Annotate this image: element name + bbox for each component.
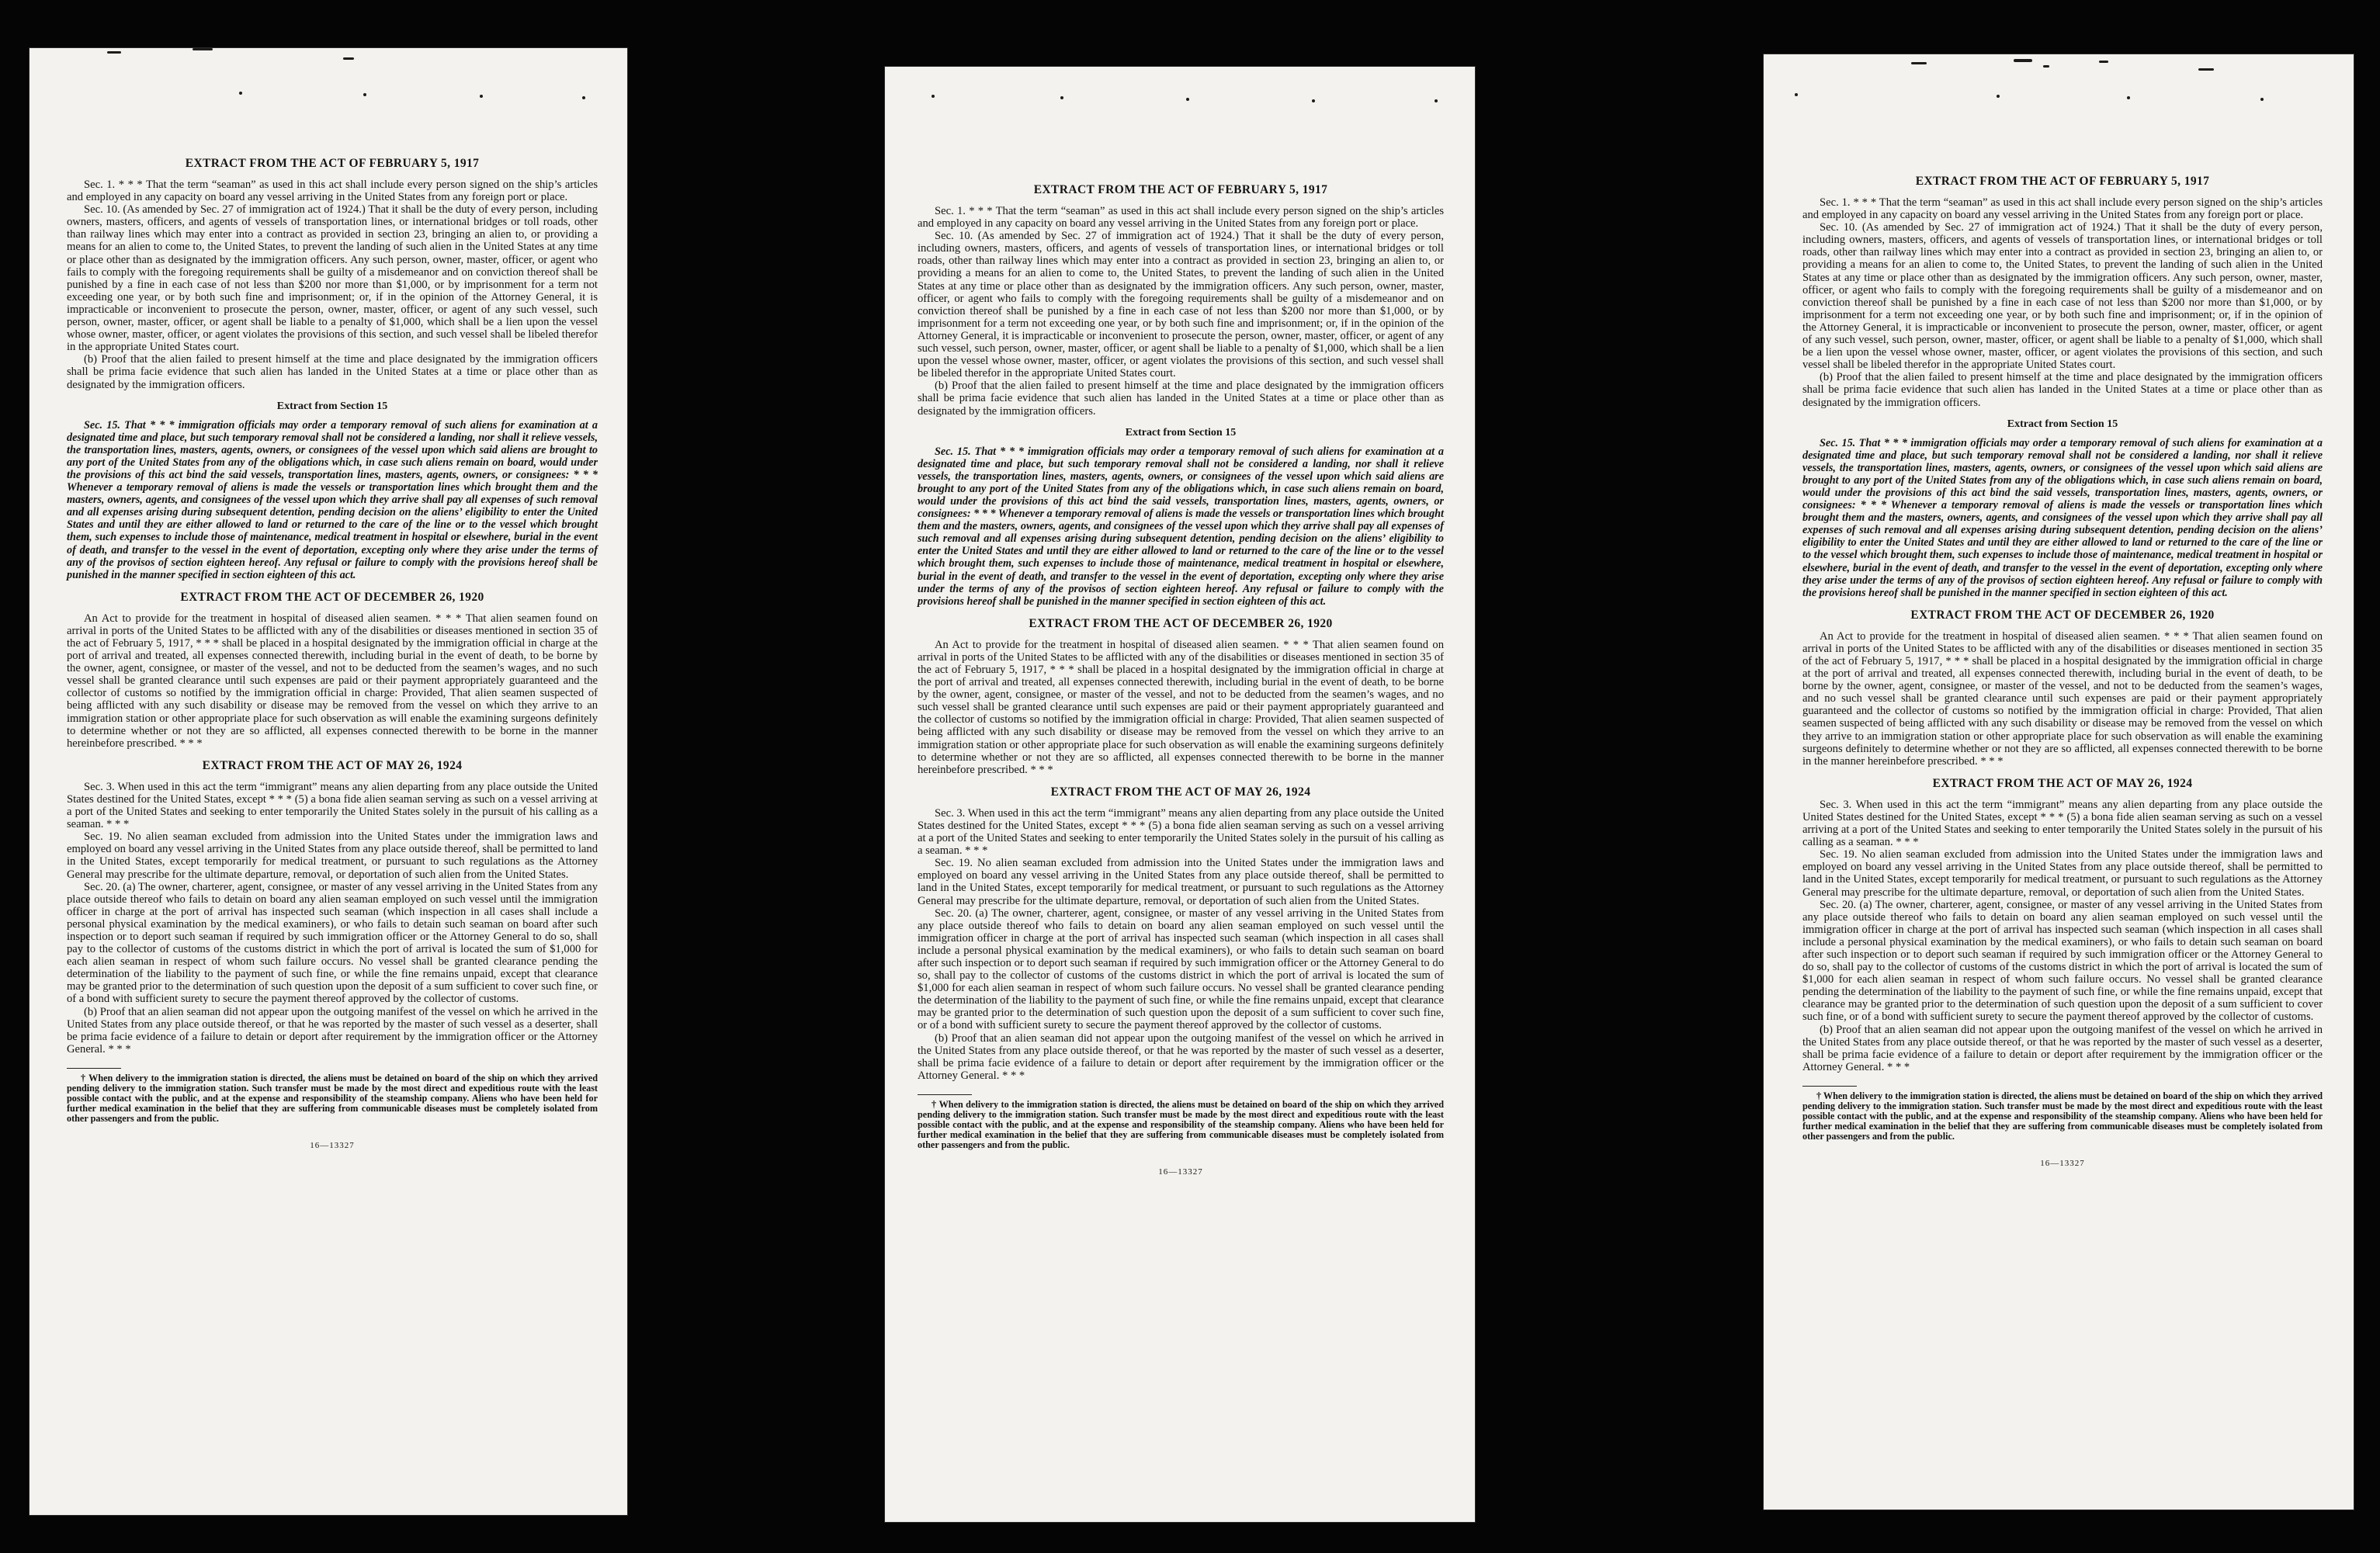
section-10-text: Sec. 10. (As amended by Sec. 27 of immigration act of 1924.) That it shall be the duty of every person, including owners, masters, officers, and agents of vessels of transportation lines, or international bridges or toll roads, other than railway lines which may enter into a contract as provided in section 23, bringing an alien to, or providing a means for an alien to come to, the United States, to prevent the landing of such alien in the United States at any time or place other than as designated by the immigration officers. Any such person, owner, master, officer, or agent who fails to comply with the foregoing requirements shall be guilty of a misdemeanor and on conviction thereof shall be punished by a fine in each case of not less than $200 nor more than $1,000, or by imprisonment for a term not exceeding one year, or by both such fine and imprisonment; or, if in the opinion of the Attorney General, it is impracticable or inconvenient to prosecute the person, owner, master, officer, or agent of any such vessel, such person, owner, master, officer, or agent shall be liable to a penalty of $1,000, which shall be a lien upon the vessel whose owner, master, officer, or agent violates the provisions of this section, and such vessel shall be libeled therefor in the appropriate United States court. — [67, 203, 598, 354]
document-page-right — [1764, 54, 2354, 1510]
section-20b-text: (b) Proof that an alien seaman did not appear upon the outgoing manifest of the vessel on which he arrived in the United States from any place outside thereof, or that he was reported by the master of such vessel as a deserter, shall be prima facie evidence of a failure to detain or deport after requirement by the immigration officer or the Attorney General. * * * — [1802, 1023, 2323, 1073]
form-number: 16—13327 — [2040, 1158, 2085, 1168]
dec-1920-text: An Act to provide for the treatment in hospital of diseased alien seamen. * * * That alien seamen found on arrival in ports of the United States to be afflicted with any of the disabilities or diseases mentioned in section 35 of the act of February 5, 1917, * * * shall be placed in a hospital designated by the immigration official in charge at the port of arrival and treated, all expenses connected therewith, including burial in the event of death, to be borne by the owner, agent, consignee, or master of the vessel, and not to be deducted from the seamen’s wages, and no such vessel shall be granted clearance until such expenses are paid or their payment appropriately guaranteed and the collector of customs so notified by the immigration official in charge: Provided, That alien seamen suspected of being afflicted with any such disability or disease may be removed from the vessel on which they arrive to an immigration station or other appropriate place for such observation as will enable the examining surgeons definitely to determine whether or not they are so afflicted, all expenses connected therewith to be borne in the manner hereinbefore prescribed. * * * — [1802, 629, 2323, 768]
section-15-text: Sec. 15. That * * * immigration officials may order a temporary removal of such aliens for examination at a designated time and place, but such temporary removal shall not be considered a landing, nor shall it relieve vessels, the transportation lines, masters, agents, owners, or consignees of the vessel upon which said aliens are brought to any port of the United States from any of the obligations which, in case such aliens remain on board, would under the provisions of this act bind the said vessels, transportation lines, masters, agents, owners, or consignees: * * * Whenever a temporary removal of aliens is made the vessels or transportation lines which brought them and the masters, owners, agents, and consignees of the vessel upon which they arrive shall pay all expenses of such removal and all expenses arising during subsequent detention, pending decision on the aliens’ eligibility to enter the United States and until they are either allowed to land or returned to the care of the line or to the vessel which brought them, such expenses to include those of maintenance, medical treatment in hospital or elsewhere, burial in the event of death, and transfer to the vessel in the event of deportation, excepting only where they arise under the terms of any of the provisos of section eighteen hereof. Any refusal or failure to comply with the provisions hereof shall be punished in the manner specified in section eighteen of this act. — [1802, 436, 2323, 599]
section-3-text: Sec. 3. When used in this act the term “immigrant” means any alien departing from any place outside the United States destined for the United States, except * * * (5) a bona fide alien seaman serving as such on a vessel arriving at a port of the United States and seeking to enter temporarily the United States solely in the pursuit of his calling as a seaman. * * * — [67, 780, 598, 831]
section-3-text: Sec. 3. When used in this act the term “immigrant” means any alien departing from any place outside the United States destined for the United States, except * * * (5) a bona fide alien seaman serving as such on a vessel arriving at a port of the United States and seeking to enter temporarily the United States solely in the pursuit of his calling as a seaman. * * * — [1802, 798, 2323, 849]
document-page-left — [29, 48, 627, 1515]
section-19-text: Sec. 19. No alien seaman excluded from admission into the United States under the immigration laws and employed on board any vessel arriving in the United States from any place outside thereof, shall be permitted to land in the United States, except temporarily for medical treatment, or pursuant to such regulations as the Attorney General may prescribe for the ultimate departure, removal, or deportation of such alien from the United States. — [67, 830, 598, 881]
section-10-text: Sec. 10. (As amended by Sec. 27 of immigration act of 1924.) That it shall be the duty of every person, including owners, masters, officers, and agents of vessels of transportation lines, or international bridges or toll roads, other than railway lines which may enter into a contract as provided in section 23, bringing an alien to, or providing a means for an alien to come to, the United States, to prevent the landing of such alien in the United States at any time or place other than as designated by the immigration officers. Any such person, owner, master, officer, or agent who fails to comply with the foregoing requirements shall be guilty of a misdemeanor and on conviction thereof shall be punished by a fine in each case of not less than $200 nor more than $1,000, or by imprisonment for a term not exceeding one year, or by both such fine and imprisonment; or, if in the opinion of the Attorney General, it is impracticable or inconvenient to prosecute the person, owner, master, officer, or agent of any such vessel, such person, owner, master, officer, or agent shall be liable to a penalty of $1,000, which shall be a lien upon the vessel whose owner, master, officer, or agent violates the provisions of this section, and such vessel shall be libeled therefor in the appropriate United States court. — [1802, 221, 2323, 372]
section-20b-text: (b) Proof that an alien seaman did not appear upon the outgoing manifest of the vessel on which he arrived in the United States from any place outside thereof, or that he was reported by the master of such vessel as a deserter, shall be prima facie evidence of a failure to detain or deport after requirement by the immigration officer or the Attorney General. * * * — [918, 1031, 1444, 1082]
section-3-text: Sec. 3. When used in this act the term “immigrant” means any alien departing from any place outside the United States destined for the United States, except * * * (5) a bona fide alien seaman serving as such on a vessel arriving at a port of the United States and seeking to enter temporarily the United States solely in the pursuit of his calling as a seaman. * * * — [918, 806, 1444, 858]
section-1-text: Sec. 1. * * * That the term “seaman” as used in this act shall include every person signed on the ship’s articles and employed in any capacity on board any vessel arriving in the United States from any foreign port or place. — [1802, 196, 2323, 222]
section-15-text: Sec. 15. That * * * immigration officials may order a temporary removal of such aliens for examination at a designated time and place, but such temporary removal shall not be considered a landing, nor shall it relieve vessels, the transportation lines, masters, agents, owners, or consignees of the vessel upon which said aliens are brought to any port of the United States from any of the obligations which, in case such aliens remain on board, would under the provisions of this act bind the said vessels, transportation lines, masters, agents, owners, or consignees: * * * Whenever a temporary removal of aliens is made the vessels or transportation lines which brought them and the masters, owners, agents, and consignees of the vessel upon which they arrive shall pay all expenses of such removal and all expenses arising during subsequent detention, pending decision on the aliens’ eligibility to enter the United States and until they are either allowed to land or returned to the care of the line or to the vessel which brought them, such expenses to include those of maintenance, medical treatment in hospital or elsewhere, burial in the event of death, and transfer to the vessel in the event of deportation, excepting only where they arise under the terms of any of the provisos of section eighteen hereof. Any refusal or failure to comply with the provisions hereof shall be punished in the manner specified in section eighteen of this act. — [67, 418, 598, 581]
heading-section-15: Extract from Section 15 — [2007, 418, 2118, 430]
heading-section-15: Extract from Section 15 — [276, 400, 388, 412]
footnote-text: † When delivery to the immigration station is directed, the aliens must be detained on board of the ship on which they arrived pending delivery to the immigration station. Such transfer must be made by the most direct and expeditious route with the least possible contact with the public, and at the expense and responsibility of the steamship company. Aliens who have been held for further medical examination in the belief that they are suffering from communicable diseases must be completely isolated from other passengers and from the public. — [1802, 1090, 2323, 1142]
heading-may-1924: EXTRACT FROM THE ACT OF MAY 26, 1924 — [1050, 785, 1311, 799]
section-1-text: Sec. 1. * * * That the term “seaman” as used in this act shall include every person signed on the ship’s articles and employed in any capacity on board any vessel arriving in the United States from any foreign port or place. — [67, 179, 598, 204]
section-10b-text: (b) Proof that the alien failed to present himself at the time and place designated by the immigration officers shall be prima facie evidence that such alien has landed in the United States at a time or place other than as designated by the immigration officers. — [67, 353, 598, 391]
dec-1920-text: An Act to provide for the treatment in hospital of diseased alien seamen. * * * That alien seamen found on arrival in ports of the United States to be afflicted with any of the disabilities or diseases mentioned in section 35 of the act of February 5, 1917, * * * shall be placed in a hospital designated by the immigration official in charge at the port of arrival and treated, all expenses connected therewith, including burial in the event of death, to be borne by the owner, agent, consignee, or master of the vessel, and not to be deducted from the seamen’s wages, and no such vessel shall be granted clearance until such expenses are paid or their payment appropriately guaranteed and the collector of customs so notified by the immigration official in charge: Provided, That alien seamen suspected of being afflicted with any such disability or disease may be removed from the vessel on which they arrive to an immigration station or other appropriate place for such observation as will enable the examining surgeons definitely to determine whether or not they are so afflicted, all expenses connected therewith to be borne in the manner hereinbefore prescribed. * * * — [918, 638, 1444, 776]
footnote-rule — [67, 1068, 121, 1069]
footnote-text: † When delivery to the immigration station is directed, the aliens must be detained on board of the ship on which they arrived pending delivery to the immigration station. Such transfer must be made by the most direct and expeditious route with the least possible contact with the public, and at the expense and responsibility of the steamship company. Aliens who have been held for further medical examination in the belief that they are suffering from communicable diseases must be completely isolated from other passengers and from the public. — [67, 1072, 598, 1124]
heading-dec-1920: EXTRACT FROM THE ACT OF DECEMBER 26, 1920 — [1910, 608, 2215, 622]
heading-dec-1920: EXTRACT FROM THE ACT OF DECEMBER 26, 1920 — [180, 590, 484, 604]
heading-feb-1917: EXTRACT FROM THE ACT OF FEBRUARY 5, 1917 — [185, 157, 480, 170]
section-10b-text: (b) Proof that the alien failed to present himself at the time and place designated by the immigration officers shall be prima facie evidence that such alien has landed in the United States at a time or place other than as designated by the immigration officers. — [918, 380, 1444, 418]
form-number: 16—13327 — [1158, 1166, 1203, 1177]
section-10-text: Sec. 10. (As amended by Sec. 27 of immigration act of 1924.) That it shall be the duty of every person, including owners, masters, officers, and agents of vessels of transportation lines, or international bridges or toll roads, other than railway lines which may enter into a contract as provided in section 23, bringing an alien to, or providing a means for an alien to come to, the United States, to prevent the landing of such alien in the United States at any time or place other than as designated by the immigration officers. Any such person, owner, master, officer, or agent who fails to comply with the foregoing requirements shall be guilty of a misdemeanor and on conviction thereof shall be punished by a fine in each case of not less than $200 nor more than $1,000, or by imprisonment for a term not exceeding one year, or by both such fine and imprisonment; or, if in the opinion of the Attorney General, it is impracticable or inconvenient to prosecute the person, owner, master, officer, or agent of any such vessel, such person, owner, master, officer, or agent shall be liable to a penalty of $1,000, which shall be a lien upon the vessel whose owner, master, officer, or agent violates the provisions of this section, and such vessel shall be libeled therefor in the appropriate United States court. — [918, 230, 1444, 380]
section-20-text: Sec. 20. (a) The owner, charterer, agent, consignee, or master of any vessel arriving in the United States from any place outside thereof who fails to detain on board any alien seaman employed on such vessel until the immigration officer in charge at the port of arrival has inspected such seaman (which inspection in all cases shall include a personal physical examination by the medical examiners), or who fails to detain such seaman on board after such inspection or to deport such seaman if required by such immigration officer or the Attorney General to do so, shall pay to the collector of customs of the customs district in which the port of arrival is located the sum of $1,000 for each alien seaman in respect of whom such failure occurs. No vessel shall be granted clearance pending the determination of the liability to the payment of such fine, or while the fine remains unpaid, except that clearance may be granted prior to the determination of such question upon the deposit of a sum sufficient to cover such fine, or of a bond with sufficient surety to secure the payment thereof approved by the collector of customs. — [918, 906, 1444, 1032]
section-19-text: Sec. 19. No alien seaman excluded from admission into the United States under the immigration laws and employed on board any vessel arriving in the United States from any place outside thereof, shall be permitted to land in the United States, except temporarily for medical treatment, or pursuant to such regulations as the Attorney General may prescribe for the ultimate departure, removal, or deportation of such alien from the United States. — [1802, 848, 2323, 899]
document-page-middle — [885, 67, 1475, 1522]
heading-section-15: Extract from Section 15 — [1125, 426, 1237, 439]
heading-may-1924: EXTRACT FROM THE ACT OF MAY 26, 1924 — [1932, 776, 2193, 790]
section-15-text: Sec. 15. That * * * immigration officials may order a temporary removal of such aliens for examination at a designated time and place, but such temporary removal shall not be considered a landing, nor shall it relieve vessels, the transportation lines, masters, agents, owners, or consignees of the vessel upon which said aliens are brought to any port of the United States from any of the obligations which, in case such aliens remain on board, would under the provisions of this act bind the said vessels, transportation lines, masters, agents, owners, or consignees: * * * Whenever a temporary removal of aliens is made the vessels or transportation lines which brought them and the masters, owners, agents, and consignees of the vessel upon which they arrive shall pay all expenses of such removal and all expenses arising during subsequent detention, pending decision on the aliens’ eligibility to enter the United States and until they are either allowed to land or returned to the care of the line or to the vessel which brought them, such expenses to include those of maintenance, medical treatment in hospital or elsewhere, burial in the event of death, and transfer to the vessel in the event of deportation, excepting only where they arise under the terms of any of the provisos of section eighteen hereof. Any refusal or failure to comply with the provisions hereof shall be punished in the manner specified in section eighteen of this act. — [918, 445, 1444, 608]
section-19-text: Sec. 19. No alien seaman excluded from admission into the United States under the immigration laws and employed on board any vessel arriving in the United States from any place outside thereof, shall be permitted to land in the United States, except temporarily for medical treatment, or pursuant to such regulations as the Attorney General may prescribe for the ultimate departure, removal, or deportation of such alien from the United States. — [918, 857, 1444, 907]
form-number: 16—13327 — [310, 1140, 355, 1150]
footnote-text: † When delivery to the immigration station is directed, the aliens must be detained on board of the ship on which they arrived pending delivery to the immigration station. Such transfer must be made by the most direct and expeditious route with the least possible contact with the public, and at the expense and responsibility of the steamship company. Aliens who have been held for further medical examination in the belief that they are suffering from communicable diseases must be completely isolated from other passengers and from the public. — [918, 1098, 1444, 1150]
heading-feb-1917: EXTRACT FROM THE ACT OF FEBRUARY 5, 1917 — [1915, 175, 2210, 188]
dec-1920-text: An Act to provide for the treatment in hospital of diseased alien seamen. * * * That alien seamen found on arrival in ports of the United States to be afflicted with any of the disabilities or diseases mentioned in section 35 of the act of February 5, 1917, * * * shall be placed in a hospital designated by the immigration official in charge at the port of arrival and treated, all expenses connected therewith, including burial in the event of death, to be borne by the owner, agent, consignee, or master of the vessel, and not to be deducted from the seamen’s wages, and no such vessel shall be granted clearance until such expenses are paid or their payment appropriately guaranteed and the collector of customs so notified by the immigration official in charge: Provided, That alien seamen suspected of being afflicted with any such disability or disease may be removed from the vessel on which they arrive to an immigration station or other appropriate place for such observation as will enable the examining surgeons definitely to determine whether or not they are so afflicted, all expenses connected therewith to be borne in the manner hereinbefore prescribed. * * * — [67, 612, 598, 750]
section-1-text: Sec. 1. * * * That the term “seaman” as used in this act shall include every person signed on the ship’s articles and employed in any capacity on board any vessel arriving in the United States from any foreign port or place. — [918, 205, 1444, 231]
section-20b-text: (b) Proof that an alien seaman did not appear upon the outgoing manifest of the vessel on which he arrived in the United States from any place outside thereof, or that he was reported by the master of such vessel as a deserter, shall be prima facie evidence of a failure to detain or deport after requirement by the immigration officer or the Attorney General. * * * — [67, 1005, 598, 1056]
section-10b-text: (b) Proof that the alien failed to present himself at the time and place designated by the immigration officers shall be prima facie evidence that such alien has landed in the United States at a time or place other than as designated by the immigration officers. — [1802, 371, 2323, 409]
section-20-text: Sec. 20. (a) The owner, charterer, agent, consignee, or master of any vessel arriving in the United States from any place outside thereof who fails to detain on board any alien seaman employed on such vessel until the immigration officer in charge at the port of arrival has inspected such seaman (which inspection in all cases shall include a personal physical examination by the medical examiners), or who fails to detain such seaman on board after such inspection or to deport such seaman if required by such immigration officer or the Attorney General to do so, shall pay to the collector of customs of the customs district in which the port of arrival is located the sum of $1,000 for each alien seaman in respect of whom such failure occurs. No vessel shall be granted clearance pending the determination of the liability to the payment of such fine, or while the fine remains unpaid, except that clearance may be granted prior to the determination of such question upon the deposit of a sum sufficient to cover such fine, or of a bond with sufficient surety to secure the payment thereof approved by the collector of customs. — [67, 880, 598, 1006]
section-20-text: Sec. 20. (a) The owner, charterer, agent, consignee, or master of any vessel arriving in the United States from any place outside thereof who fails to detain on board any alien seaman employed on such vessel until the immigration officer in charge at the port of arrival has inspected such seaman (which inspection in all cases shall include a personal physical examination by the medical examiners), or who fails to detain such seaman on board after such inspection or to deport such seaman if required by such immigration officer or the Attorney General to do so, shall pay to the collector of customs of the customs district in which the port of arrival is located the sum of $1,000 for each alien seaman in respect of whom such failure occurs. No vessel shall be granted clearance pending the determination of the liability to the payment of such fine, or while the fine remains unpaid, except that clearance may be granted prior to the determination of such question upon the deposit of a sum sufficient to cover such fine, or of a bond with sufficient surety to secure the payment thereof approved by the collector of customs. — [1802, 898, 2323, 1024]
footnote-rule — [1802, 1086, 1857, 1087]
footnote-rule — [918, 1094, 972, 1095]
heading-feb-1917: EXTRACT FROM THE ACT OF FEBRUARY 5, 1917 — [1033, 183, 1328, 196]
heading-dec-1920: EXTRACT FROM THE ACT OF DECEMBER 26, 1920 — [1029, 616, 1333, 630]
heading-may-1924: EXTRACT FROM THE ACT OF MAY 26, 1924 — [202, 758, 463, 772]
